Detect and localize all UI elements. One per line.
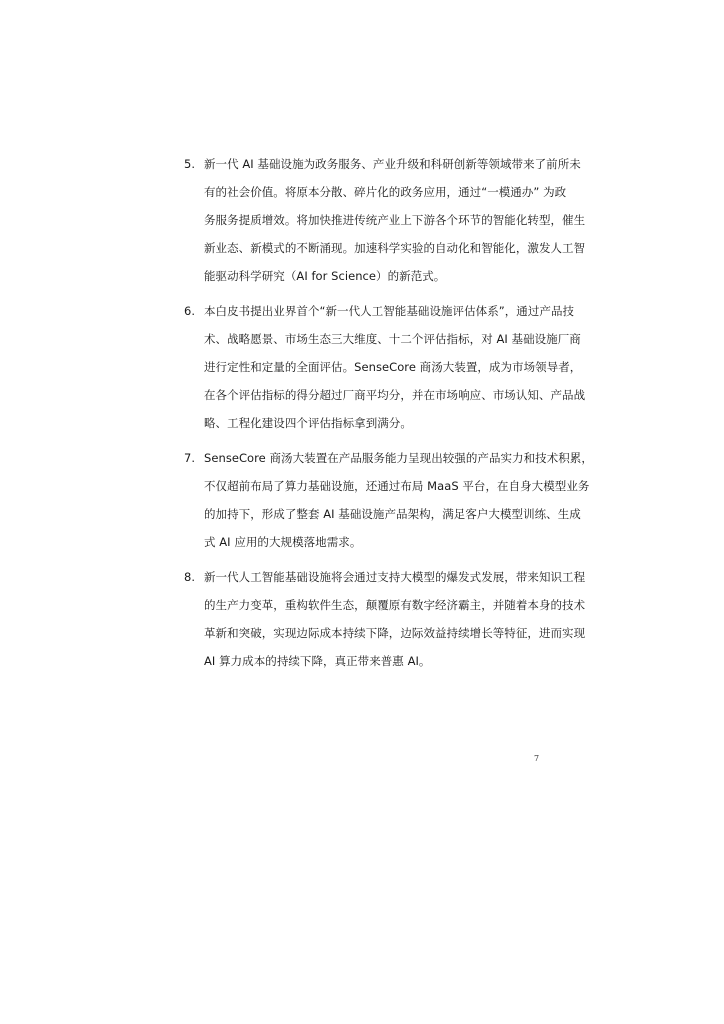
- paragraph-line: 的生产力变革，重构软件生态，颠覆原有数字经济霸主，并随着本身的技术: [204, 598, 586, 612]
- paragraph-line: 本白皮书提出业界首个“新一代人工智能基础设施评估体系”，通过产品技: [204, 304, 575, 318]
- paragraph-line: 略、工程化建设四个评估指标拿到满分。: [204, 416, 412, 430]
- paragraph-line: 务服务提质增效。将加快推进传统产业上下游各个环节的智能化转型，催生: [204, 213, 586, 227]
- paragraph-line: 新业态、新模式的不断涌现。加速科学实验的自动化和智能化，激发人工智: [204, 241, 586, 255]
- paragraph-line: SenseCore 商汤大装置在产品服务能力呈现出较强的产品实力和技术积累，: [204, 451, 593, 465]
- list-item-number: 5.: [184, 157, 195, 171]
- list-item-number: 6.: [184, 304, 195, 318]
- page-number: 7: [534, 754, 540, 763]
- list-item-number: 8.: [184, 570, 195, 584]
- paragraph-line: 革新和突破，实现边际成本持续下降，边际效益持续增长等特征，进而实现: [204, 626, 586, 640]
- paragraph-line: 新一代人工智能基础设施将会通过支持大模型的爆发式发展，带来知识工程: [204, 570, 586, 584]
- paragraph-line: 不仅超前布局了算力基础设施，还通过布局 MaaS 平台，在自身大模型业务: [204, 479, 590, 493]
- paragraph-line: 进行定性和定量的全面评估。SenseCore 商汤大装置，成为市场领导者，: [204, 360, 582, 374]
- paragraph-line: 有的社会价值。将原本分散、碎片化的政务应用，通过“一模通办” 为政: [204, 185, 567, 199]
- paragraph-line: 在各个评估指标的得分超过厂商平均分，并在市场响应、市场认知、产品战: [204, 388, 586, 402]
- paragraph-line: 的加持下，形成了整套 AI 基础设施产品架构，满足客户大模型训练、生成: [204, 507, 581, 521]
- paragraph-line: 术、战略愿景、市场生态三大维度、十二个评估指标，对 AI 基础设施厂商: [204, 332, 581, 346]
- paragraph-line: 新一代 AI 基础设施为政务服务、产业升级和科研创新等领域带来了前所未: [204, 157, 581, 171]
- paragraph-line: AI 算力成本的持续下降，真正带来普惠 AI。: [204, 654, 431, 668]
- paragraph-line: 式 AI 应用的大规模落地需求。: [204, 535, 362, 549]
- list-item-number: 7.: [184, 451, 195, 465]
- paragraph-line: 能驱动科学研究（AI for Science）的新范式。: [204, 269, 446, 283]
